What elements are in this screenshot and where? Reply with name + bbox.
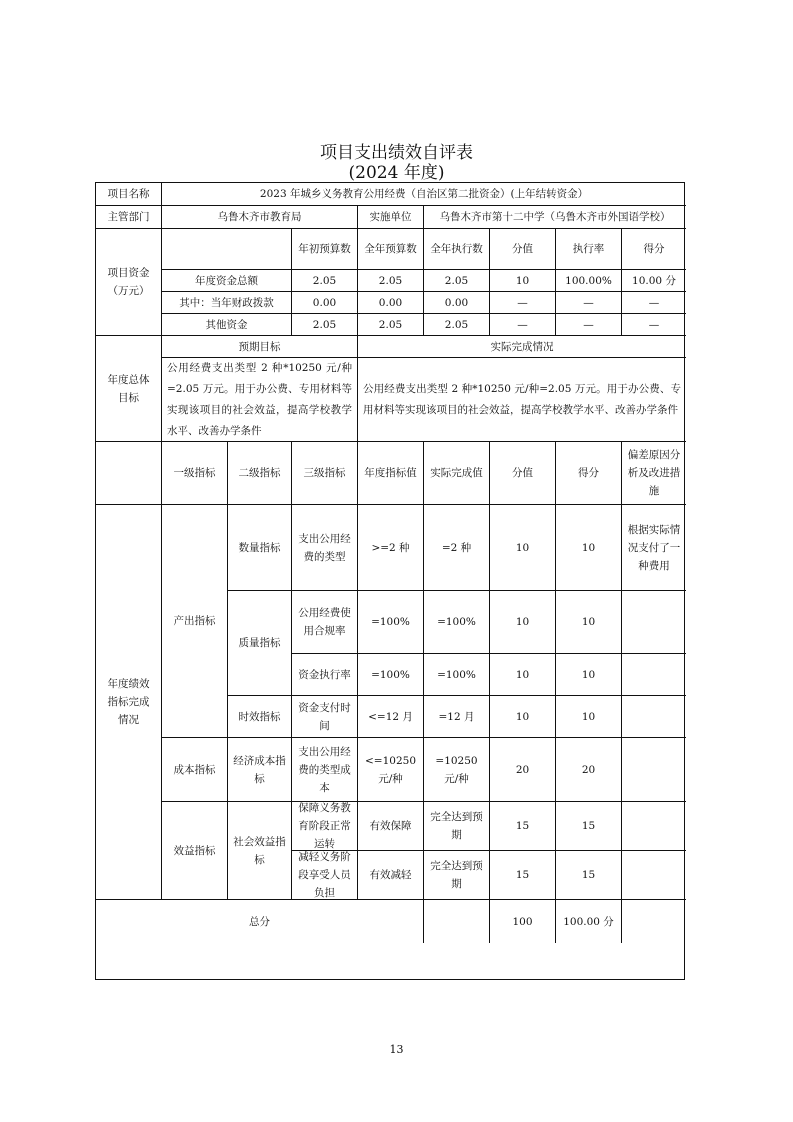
- indicator-score-value: 10: [490, 591, 556, 654]
- indicator-l3: 支出公用经费的类型: [292, 505, 358, 591]
- indicator-target: >=2 种: [358, 505, 424, 591]
- indicator-score: 10: [556, 654, 622, 696]
- indicator-l3: 资金执行率: [292, 654, 358, 696]
- indicator-deviation: [622, 696, 686, 738]
- goal-actual-text: 公用经费支出类型 2 种*10250 元/种=2.05 万元。用于办公费、专用材料等实现该项目的社会效益，提高学校教学水平、改善办学条件: [358, 358, 686, 442]
- indicator-header: 一级指标: [162, 442, 228, 505]
- indicator-deviation: [622, 591, 686, 654]
- funds-cell: 0.00: [292, 292, 358, 314]
- funds-header: 分值: [490, 229, 556, 270]
- funds-header: 得分: [622, 229, 686, 270]
- indicator-score-value: 10: [490, 505, 556, 591]
- funds-cell: 10: [490, 270, 556, 292]
- dept-value: 乌鲁木齐市教育局: [162, 206, 358, 229]
- indicator-actual: =10250 元/种: [424, 738, 490, 802]
- level2-social: 社会效益指标: [228, 802, 292, 900]
- funds-cell: —: [622, 292, 686, 314]
- indicator-header: 偏差原因分析及改进措施: [622, 442, 686, 505]
- funds-cell: 2.05: [292, 314, 358, 336]
- indicator-actual: 完全达到预期: [424, 851, 490, 900]
- indicator-header: 三级指标: [292, 442, 358, 505]
- indicator-score: 10: [556, 505, 622, 591]
- indicator-score-value: 15: [490, 851, 556, 900]
- indicator-target: <=12 月: [358, 696, 424, 738]
- level1-benefit: 效益指标: [162, 802, 228, 900]
- funds-cell: 0.00: [358, 292, 424, 314]
- funds-cell: 2.05: [424, 314, 490, 336]
- level1-output: 产出指标: [162, 505, 228, 738]
- funds-header: 全年预算数: [358, 229, 424, 270]
- indicator-l3: 公用经费使用合规率: [292, 591, 358, 654]
- indicator-target: =100%: [358, 654, 424, 696]
- indicator-target: <=10250 元/种: [358, 738, 424, 802]
- level2-economic: 经济成本指标: [228, 738, 292, 802]
- funds-cell: —: [556, 314, 622, 336]
- goal-label: 年度总体 目标: [96, 336, 162, 442]
- total-blank: [424, 900, 490, 943]
- indicator-score: 10: [556, 696, 622, 738]
- goal-planned-text: 公用经费支出类型 2 种*10250 元/种=2.05 万元。用于办公费、专用材料等实现该项目的社会效益，提高学校教学水平、改善办学条件: [162, 358, 358, 442]
- total-score-value: 100: [490, 900, 556, 943]
- funds-cell: —: [490, 314, 556, 336]
- funds-header: 全年执行数: [424, 229, 490, 270]
- funds-cell: 2.05: [358, 270, 424, 292]
- indicator-score-value: 10: [490, 696, 556, 738]
- indicator-deviation: [622, 802, 686, 851]
- total-label: 总分: [96, 900, 424, 943]
- funds-label: 项目资金 （万元）: [96, 229, 162, 336]
- funds-cell: —: [490, 292, 556, 314]
- funds-cell: 2.05: [424, 270, 490, 292]
- indicator-actual: =100%: [424, 654, 490, 696]
- funds-cell: 10.00 分: [622, 270, 686, 292]
- funds-cell: —: [556, 292, 622, 314]
- page-number: 13: [389, 1043, 404, 1056]
- indicator-deviation: 根据实际情况支付了一种费用: [622, 505, 686, 591]
- indicator-deviation: [622, 851, 686, 900]
- unit-value: 乌鲁木齐市第十二中学（乌鲁木齐市外国语学校）: [424, 206, 686, 229]
- funds-row-label: 年度资金总额: [162, 270, 292, 292]
- indicator-target: 有效保障: [358, 802, 424, 851]
- total-deviation-blank: [622, 900, 686, 943]
- indicator-deviation: [622, 654, 686, 696]
- page-year: (2024 年度): [348, 163, 445, 183]
- indicator-score-value: 15: [490, 802, 556, 851]
- performance-table: [95, 182, 685, 980]
- indicator-l3: 保障义务教育阶段正常运转: [292, 802, 358, 851]
- indicator-header: 年度指标值: [358, 442, 424, 505]
- indicator-actual: =2 种: [424, 505, 490, 591]
- funds-cell: 2.05: [358, 314, 424, 336]
- funds-header: 年初预算数: [292, 229, 358, 270]
- indicator-actual: =100%: [424, 591, 490, 654]
- indicator-score-value: 10: [490, 654, 556, 696]
- indicator-l3: 支出公用经费的类型成本: [292, 738, 358, 802]
- indicator-score-value: 20: [490, 738, 556, 802]
- project-name-label: 项目名称: [96, 183, 162, 206]
- indicator-header: 分值: [490, 442, 556, 505]
- indicator-header-blank: [96, 442, 162, 505]
- funds-cell: 100.00%: [556, 270, 622, 292]
- indicator-actual: 完全达到预期: [424, 802, 490, 851]
- page-title: 项目支出绩效自评表: [320, 143, 473, 163]
- goal-actual-header: 实际完成情况: [358, 336, 686, 358]
- indicator-target: =100%: [358, 591, 424, 654]
- indicator-header: 实际完成值: [424, 442, 490, 505]
- indicator-score: 15: [556, 802, 622, 851]
- project-name-value: 2023 年城乡义务教育公用经费（自治区第二批资金）(上年结转资金）: [162, 183, 686, 206]
- funds-row-label: 其他资金: [162, 314, 292, 336]
- indicator-score: 10: [556, 591, 622, 654]
- funds-header-blank: [162, 229, 292, 270]
- indicator-header: 二级指标: [228, 442, 292, 505]
- level2-timeliness: 时效指标: [228, 696, 292, 738]
- indicator-l3: 资金支付时间: [292, 696, 358, 738]
- dept-label: 主管部门: [96, 206, 162, 229]
- total-score: 100.00 分: [556, 900, 622, 943]
- funds-cell: —: [622, 314, 686, 336]
- indicator-l3: 减轻义务阶段享受人员负担: [292, 851, 358, 900]
- indicator-score: 20: [556, 738, 622, 802]
- indicator-header: 得分: [556, 442, 622, 505]
- indicator-score: 15: [556, 851, 622, 900]
- indicator-actual: =12 月: [424, 696, 490, 738]
- funds-header: 执行率: [556, 229, 622, 270]
- level2-quality: 质量指标: [228, 591, 292, 696]
- unit-label: 实施单位: [358, 206, 424, 229]
- indicator-deviation: [622, 738, 686, 802]
- level1-cost: 成本指标: [162, 738, 228, 802]
- funds-cell: 2.05: [292, 270, 358, 292]
- level2-quantity: 数量指标: [228, 505, 292, 591]
- indicators-section-label: 年度绩效 指标完成 情况: [96, 505, 162, 900]
- funds-row-label: 其中：当年财政拨款: [162, 292, 292, 314]
- indicator-target: 有效减轻: [358, 851, 424, 900]
- funds-cell: 0.00: [424, 292, 490, 314]
- goal-planned-header: 预期目标: [162, 336, 358, 358]
